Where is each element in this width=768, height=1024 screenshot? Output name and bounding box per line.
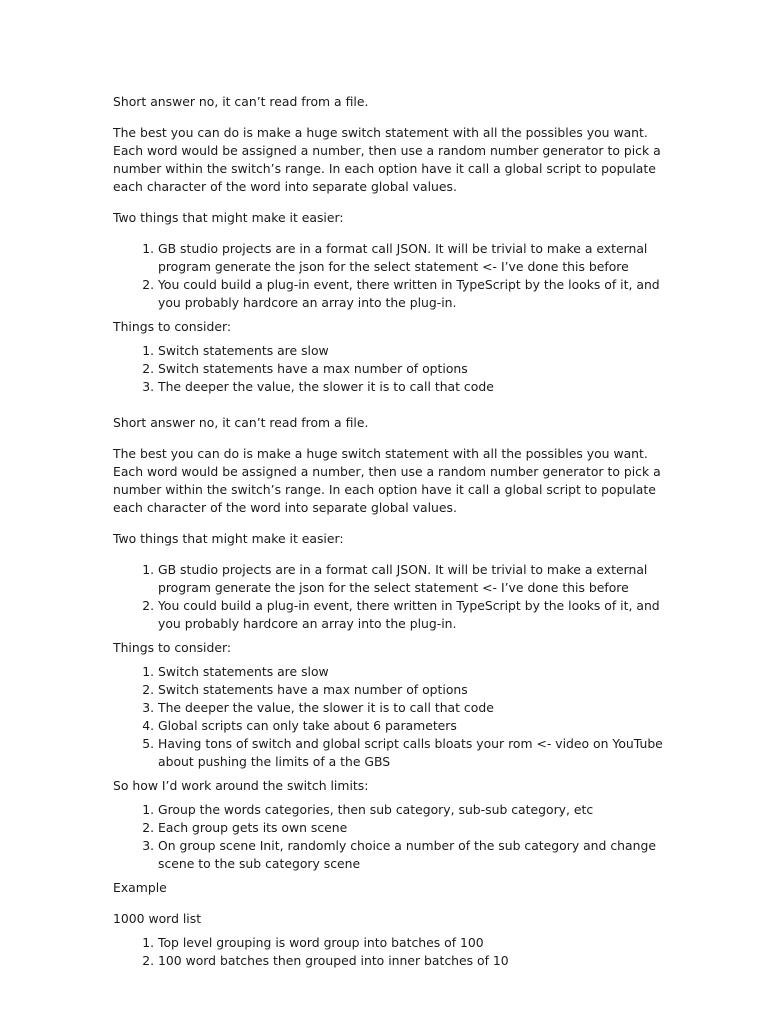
paragraph-two-things: Two things that might make it easier:: [113, 210, 344, 225]
list-item: 1. Switch statements are slow: [158, 663, 668, 681]
list-item: 2. Switch statements have a max number of options: [158, 681, 668, 699]
paragraph-example: Example: [113, 880, 167, 895]
list-two-things: [113, 240, 668, 312]
list-work-around: [113, 801, 668, 873]
list-item: 3. The deeper the value, the slower it is to call that code: [158, 699, 668, 717]
paragraph-work-around: So how I’d work around the switch limits:: [113, 778, 369, 793]
list-item: 3. The deeper the value, the slower it is to call that code: [158, 378, 668, 396]
list-item: 1. Group the words categories, then sub category, sub-sub category, etc: [158, 801, 668, 819]
list-item: 1. Switch statements are slow: [158, 342, 668, 360]
list-item: 2. You could build a plug-in event, there written in TypeScript by the looks of it, and you probably hardcore an array into the plug-in.: [158, 597, 668, 633]
paragraph-best-you-can-do-repeat: The best you can do is make a huge switch statement with all the possibles you want. Each word would be assigned a number, then use a random number generator to pick a number within the switch’s range. In each option have it call a global script to populate each character of the word into separate global values.: [113, 446, 661, 515]
list-word-list: [113, 934, 668, 970]
paragraph-short-answer-repeat: Short answer no, it can’t read from a file.: [113, 415, 369, 430]
list-item: 4. Global scripts can only take about 6 parameters: [158, 717, 668, 735]
list-item: 1. GB studio projects are in a format call JSON. It will be trivial to make a external program generate the json for the select statement <- I’ve done this before: [158, 561, 668, 597]
paragraph-things-to-consider-repeat: Things to consider:: [113, 640, 232, 655]
list-item: 2. You could build a plug-in event, there written in TypeScript by the looks of it, and you probably hardcore an array into the plug-in.: [158, 276, 668, 312]
list-two-things-repeat: [113, 561, 668, 633]
list-item: 2. Each group gets its own scene: [158, 819, 668, 837]
list-item: 2. Switch statements have a max number of options: [158, 360, 668, 378]
paragraph-word-list: 1000 word list: [113, 911, 202, 926]
paragraph-best-you-can-do: The best you can do is make a huge switch statement with all the possibles you want. Each word would be assigned a number, then use a random number generator to pick a number within the switch’s range. In each option have it call a global script to populate each character of the word into separate global values.: [113, 125, 661, 194]
list-things-to-consider-repeat: [113, 663, 668, 771]
list-things-to-consider: [113, 342, 668, 396]
list-item: 1. GB studio projects are in a format call JSON. It will be trivial to make a external program generate the json for the select statement <- I’ve done this before: [158, 240, 668, 276]
list-item: 3. On group scene Init, randomly choice a number of the sub category and change scene to the sub category scene: [158, 837, 668, 873]
list-item: 1. Top level grouping is word group into batches of 100: [158, 934, 668, 952]
list-item: 5. Having tons of switch and global script calls bloats your rom <- video on YouTube about pushing the limits of a the GBS: [158, 735, 668, 771]
paragraph-two-things-repeat: Two things that might make it easier:: [113, 531, 344, 546]
paragraph-things-to-consider: Things to consider:: [113, 319, 232, 334]
list-item: 2. 100 word batches then grouped into inner batches of 10: [158, 952, 668, 970]
paragraph-short-answer: Short answer no, it can’t read from a file.: [113, 94, 369, 109]
